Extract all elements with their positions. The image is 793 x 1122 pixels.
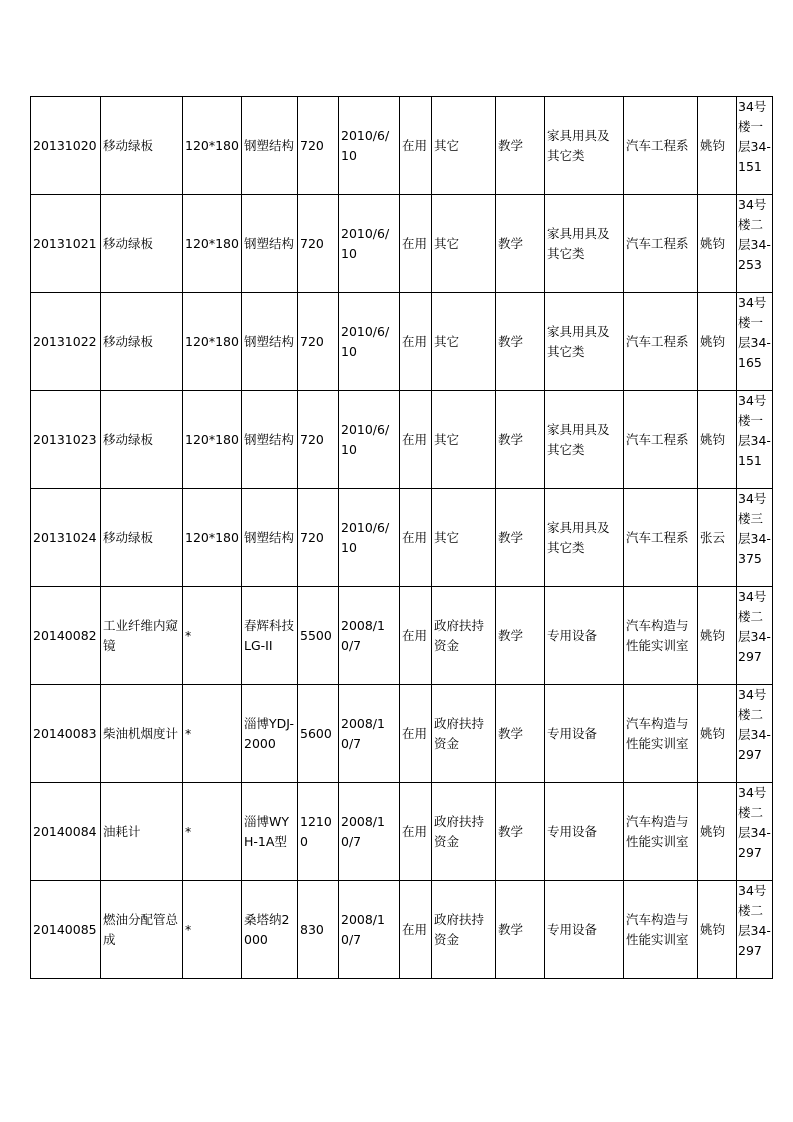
spec-cell: 120*180 [183, 293, 242, 391]
brand-model-cell: 钢塑结构 [242, 97, 298, 195]
asset-code-cell: 20131021 [31, 195, 101, 293]
funding-source-cell: 其它 [432, 489, 496, 587]
table-row [31, 489, 773, 587]
price-cell: 720 [298, 489, 339, 587]
department-cell: 汽车构造与性能实训室 [624, 587, 698, 685]
usage-cell: 教学 [496, 489, 545, 587]
purchase-date-cell: 2010/6/10 [339, 391, 400, 489]
usage-cell: 教学 [496, 587, 545, 685]
asset-name-cell: 移动绿板 [101, 195, 183, 293]
brand-model-cell: 钢塑结构 [242, 489, 298, 587]
asset-code-cell: 20140083 [31, 685, 101, 783]
asset-table [30, 96, 773, 979]
price-cell: 720 [298, 195, 339, 293]
asset-name-cell: 工业纤维内窥镜 [101, 587, 183, 685]
asset-code-cell: 20131024 [31, 489, 101, 587]
purchase-date-cell: 2010/6/10 [339, 195, 400, 293]
status-cell: 在用 [400, 685, 432, 783]
funding-source-cell: 其它 [432, 195, 496, 293]
brand-model-cell: 桑塔纳2000 [242, 881, 298, 979]
asset-name-cell: 柴油机烟度计 [101, 685, 183, 783]
brand-model-cell: 钢塑结构 [242, 391, 298, 489]
funding-source-cell: 政府扶持资金 [432, 685, 496, 783]
usage-cell: 教学 [496, 97, 545, 195]
category-cell: 家具用具及其它类 [545, 293, 624, 391]
keeper-cell: 姚钧 [698, 293, 737, 391]
location-cell: 34号楼二层34-297 [737, 685, 773, 783]
status-cell: 在用 [400, 489, 432, 587]
status-cell: 在用 [400, 391, 432, 489]
price-cell: 720 [298, 293, 339, 391]
usage-cell: 教学 [496, 685, 545, 783]
asset-table-body [31, 97, 773, 979]
funding-source-cell: 其它 [432, 97, 496, 195]
keeper-cell: 姚钧 [698, 97, 737, 195]
spec-cell: 120*180 [183, 195, 242, 293]
asset-code-cell: 20131020 [31, 97, 101, 195]
usage-cell: 教学 [496, 391, 545, 489]
price-cell: 720 [298, 97, 339, 195]
purchase-date-cell: 2008/10/7 [339, 783, 400, 881]
department-cell: 汽车工程系 [624, 195, 698, 293]
brand-model-cell: 春辉科技LG-II [242, 587, 298, 685]
department-cell: 汽车构造与性能实训室 [624, 783, 698, 881]
table-row [31, 195, 773, 293]
funding-source-cell: 其它 [432, 293, 496, 391]
spec-cell: 120*180 [183, 97, 242, 195]
purchase-date-cell: 2008/10/7 [339, 881, 400, 979]
table-row [31, 97, 773, 195]
funding-source-cell: 政府扶持资金 [432, 881, 496, 979]
keeper-cell: 姚钧 [698, 195, 737, 293]
price-cell: 12100 [298, 783, 339, 881]
asset-code-cell: 20140084 [31, 783, 101, 881]
keeper-cell: 姚钧 [698, 685, 737, 783]
asset-name-cell: 移动绿板 [101, 293, 183, 391]
category-cell: 家具用具及其它类 [545, 195, 624, 293]
category-cell: 家具用具及其它类 [545, 391, 624, 489]
purchase-date-cell: 2010/6/10 [339, 97, 400, 195]
usage-cell: 教学 [496, 293, 545, 391]
status-cell: 在用 [400, 97, 432, 195]
category-cell: 专用设备 [545, 685, 624, 783]
status-cell: 在用 [400, 293, 432, 391]
asset-name-cell: 移动绿板 [101, 489, 183, 587]
spec-cell: 120*180 [183, 391, 242, 489]
spec-cell: * [183, 783, 242, 881]
purchase-date-cell: 2008/10/7 [339, 685, 400, 783]
asset-name-cell: 油耗计 [101, 783, 183, 881]
location-cell: 34号楼一层34-165 [737, 293, 773, 391]
status-cell: 在用 [400, 881, 432, 979]
status-cell: 在用 [400, 783, 432, 881]
keeper-cell: 姚钧 [698, 783, 737, 881]
status-cell: 在用 [400, 195, 432, 293]
location-cell: 34号楼二层34-253 [737, 195, 773, 293]
location-cell: 34号楼三层34-375 [737, 489, 773, 587]
department-cell: 汽车工程系 [624, 489, 698, 587]
category-cell: 专用设备 [545, 881, 624, 979]
asset-code-cell: 20140085 [31, 881, 101, 979]
location-cell: 34号楼二层34-297 [737, 783, 773, 881]
table-row [31, 881, 773, 979]
funding-source-cell: 政府扶持资金 [432, 783, 496, 881]
category-cell: 专用设备 [545, 587, 624, 685]
department-cell: 汽车构造与性能实训室 [624, 881, 698, 979]
usage-cell: 教学 [496, 783, 545, 881]
table-row [31, 293, 773, 391]
spec-cell: 120*180 [183, 489, 242, 587]
department-cell: 汽车工程系 [624, 97, 698, 195]
category-cell: 专用设备 [545, 783, 624, 881]
status-cell: 在用 [400, 587, 432, 685]
spec-cell: * [183, 685, 242, 783]
spec-cell: * [183, 881, 242, 979]
asset-code-cell: 20131022 [31, 293, 101, 391]
asset-code-cell: 20131023 [31, 391, 101, 489]
funding-source-cell: 其它 [432, 391, 496, 489]
brand-model-cell: 淄博YDJ-2000 [242, 685, 298, 783]
asset-code-cell: 20140082 [31, 587, 101, 685]
keeper-cell: 姚钧 [698, 391, 737, 489]
category-cell: 家具用具及其它类 [545, 97, 624, 195]
department-cell: 汽车工程系 [624, 293, 698, 391]
table-row [31, 391, 773, 489]
brand-model-cell: 钢塑结构 [242, 293, 298, 391]
price-cell: 720 [298, 391, 339, 489]
asset-name-cell: 移动绿板 [101, 97, 183, 195]
price-cell: 5600 [298, 685, 339, 783]
table-row [31, 783, 773, 881]
funding-source-cell: 政府扶持资金 [432, 587, 496, 685]
asset-name-cell: 移动绿板 [101, 391, 183, 489]
usage-cell: 教学 [496, 881, 545, 979]
brand-model-cell: 钢塑结构 [242, 195, 298, 293]
spec-cell: * [183, 587, 242, 685]
price-cell: 5500 [298, 587, 339, 685]
keeper-cell: 姚钧 [698, 881, 737, 979]
price-cell: 830 [298, 881, 339, 979]
usage-cell: 教学 [496, 195, 545, 293]
location-cell: 34号楼二层34-297 [737, 881, 773, 979]
department-cell: 汽车工程系 [624, 391, 698, 489]
purchase-date-cell: 2010/6/10 [339, 489, 400, 587]
table-row [31, 685, 773, 783]
purchase-date-cell: 2008/10/7 [339, 587, 400, 685]
keeper-cell: 张云 [698, 489, 737, 587]
brand-model-cell: 淄博WYH-1A型 [242, 783, 298, 881]
location-cell: 34号楼一层34-151 [737, 391, 773, 489]
department-cell: 汽车构造与性能实训室 [624, 685, 698, 783]
category-cell: 家具用具及其它类 [545, 489, 624, 587]
location-cell: 34号楼一层34-151 [737, 97, 773, 195]
asset-name-cell: 燃油分配管总成 [101, 881, 183, 979]
location-cell: 34号楼二层34-297 [737, 587, 773, 685]
purchase-date-cell: 2010/6/10 [339, 293, 400, 391]
keeper-cell: 姚钧 [698, 587, 737, 685]
table-row [31, 587, 773, 685]
